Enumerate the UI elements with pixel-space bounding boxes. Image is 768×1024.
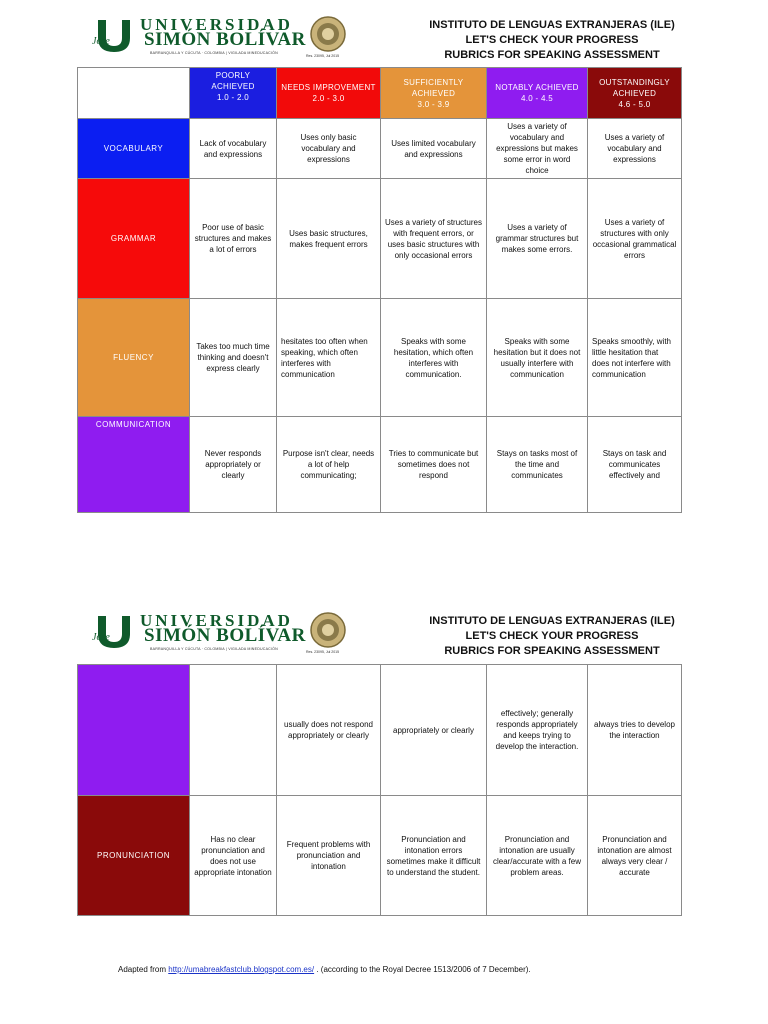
- criterion-pronunciation: PRONUNCIATION: [78, 796, 190, 916]
- svg-text:Jose: Jose: [92, 36, 110, 47]
- institute-title: INSTITUTO DE LENGUAS EXTRANJERAS (ILE): [429, 615, 675, 627]
- rubric-cell: Pronunciation and intonation errors sometimes make it difficult to understand the student.: [381, 796, 487, 916]
- rubric-cell: appropriately or clearly: [381, 665, 487, 796]
- university-emblem-icon: [92, 612, 146, 652]
- seal-caption: Res. 23095, Jul 2015: [306, 54, 340, 58]
- table-row: [78, 179, 682, 299]
- rubric-cell: Uses basic structures, makes frequent errors: [277, 179, 381, 299]
- university-name-line1: UNIVERSIDAD: [140, 15, 293, 34]
- footer-suffix: . (according to the Royal Decree 1513/2006 of 7 December).: [314, 965, 531, 974]
- footer-prefix: Adapted from: [118, 965, 169, 974]
- rubric-title: RUBRICS FOR SPEAKING ASSESSMENT: [444, 645, 660, 657]
- svg-text:Jose: Jose: [92, 632, 110, 643]
- rubric-cell: hesitates too often when speaking, which often interferes with communication: [277, 299, 381, 417]
- rubric-cell: Frequent problems with pronunciation and intonation: [277, 796, 381, 916]
- rubric-cell: Has no clear pronunciation and does not use appropriate intonation: [190, 796, 277, 916]
- table-row: [78, 299, 682, 417]
- rubric-cell: Speaks smoothly, with little hesitation that does not interfere with communication: [588, 299, 682, 417]
- rubric-cell: Uses a variety of vocabulary and expressions: [588, 119, 682, 179]
- rubric-table-1: [77, 67, 682, 513]
- corner-cell: [78, 68, 190, 119]
- rubric-cell: Uses only basic vocabulary and expressions: [277, 119, 381, 179]
- institute-title: INSTITUTO DE LENGUAS EXTRANJERAS (ILE): [429, 19, 675, 31]
- rubric-cell: Pronunciation and intonation are usually clear/accurate with a few problem areas.: [487, 796, 588, 916]
- rubric-cell: Uses a variety of grammar structures but makes some errors.: [487, 179, 588, 299]
- progress-title: LET'S CHECK YOUR PROGRESS: [465, 630, 639, 642]
- rubric-cell: Uses limited vocabulary and expressions: [381, 119, 487, 179]
- rubric-cell: Speaks with some hesitation, which often interferes with communication.: [381, 299, 487, 417]
- rubric-cell: [190, 665, 277, 796]
- table-row: [78, 417, 682, 513]
- criterion-vocabulary: VOCABULARY: [78, 119, 190, 179]
- university-subtitle: BARRANQUILLA Y CÚCUTA · COLOMBIA | VIGILADA MINEDUCACIÓN: [150, 51, 278, 55]
- rubric-cell: always tries to develop the interaction: [588, 665, 682, 796]
- rubric-cell: Uses a variety of vocabulary and expressions but makes some error in word choice: [487, 119, 588, 179]
- rubric-cell: usually does not respond appropriately or clearly: [277, 665, 381, 796]
- level-sufficiently-achieved: SUFFICIENTLY ACHIEVED 3.0 - 3.9: [381, 68, 487, 119]
- source-link[interactable]: http://umabreakfastclub.blogspot.com.es/: [168, 965, 315, 974]
- rubric-cell: Stays on task and communicates effectively and: [588, 417, 682, 513]
- table-row: [78, 796, 682, 916]
- rubric-title: RUBRICS FOR SPEAKING ASSESSMENT: [444, 49, 660, 61]
- rubric-cell: Tries to communicate but sometimes does not respond: [381, 417, 487, 513]
- criterion-communication-continued: [78, 665, 190, 796]
- rubric-cell: Never responds appropriately or clearly: [190, 417, 277, 513]
- criterion-grammar: GRAMMAR: [78, 179, 190, 299]
- university-name-line2: SIMÓN BOLÍVAR: [144, 29, 306, 50]
- rubric-cell: Speaks with some hesitation but it does not usually interfere with communication: [487, 299, 588, 417]
- accreditation-seal-icon: [310, 612, 346, 648]
- document-header: [422, 18, 682, 63]
- table-row: [78, 665, 682, 796]
- accreditation-seal-icon: [310, 16, 346, 52]
- rubric-cell: Takes too much time thinking and doesn't express clearly: [190, 299, 277, 417]
- rubric-cell: Uses a variety of structures with only occasional grammatical errors: [588, 179, 682, 299]
- level-outstandingly-achieved: OUTSTANDINGLY ACHIEVED 4.6 - 5.0: [588, 68, 682, 119]
- table-row: [78, 119, 682, 179]
- seal-caption: Res. 23095, Jul 2015: [306, 650, 340, 654]
- level-needs-improvement: NEEDS IMPROVEMENT 2.0 - 3.0: [277, 68, 381, 119]
- rubric-cell: Uses a variety of structures with frequent errors, or uses basic structures with only occasional errors: [381, 179, 487, 299]
- footer-credit: [118, 965, 531, 974]
- university-emblem-icon: [92, 16, 146, 56]
- level-poorly-achieved: POORLY ACHIEVED 1.0 - 2.0: [190, 68, 277, 119]
- progress-title: LET'S CHECK YOUR PROGRESS: [465, 34, 639, 46]
- rubric-cell: effectively; generally responds appropriately and keeps trying to develop the interaction.: [487, 665, 588, 796]
- document-header: [422, 614, 682, 659]
- rubric-cell: Poor use of basic structures and makes a lot of errors: [190, 179, 277, 299]
- university-name-line2: SIMÓN BOLÍVAR: [144, 625, 306, 646]
- criterion-communication: COMMUNICATION: [78, 417, 190, 513]
- university-name-line1: UNIVERSIDAD: [140, 611, 293, 630]
- rubric-table-2: [77, 664, 682, 916]
- level-notably-achieved: NOTABLY ACHIEVED 4.0 - 4.5: [487, 68, 588, 119]
- rubric-cell: Lack of vocabulary and expressions: [190, 119, 277, 179]
- university-subtitle: BARRANQUILLA Y CÚCUTA · COLOMBIA | VIGILADA MINEDUCACIÓN: [150, 647, 278, 651]
- rubric-cell: Pronunciation and intonation are almost always very clear / accurate: [588, 796, 682, 916]
- rubric-cell: Stays on tasks most of the time and communicates: [487, 417, 588, 513]
- level-header-row: [78, 68, 682, 119]
- criterion-fluency: FLUENCY: [78, 299, 190, 417]
- rubric-cell: Purpose isn't clear, needs a lot of help communicating;: [277, 417, 381, 513]
